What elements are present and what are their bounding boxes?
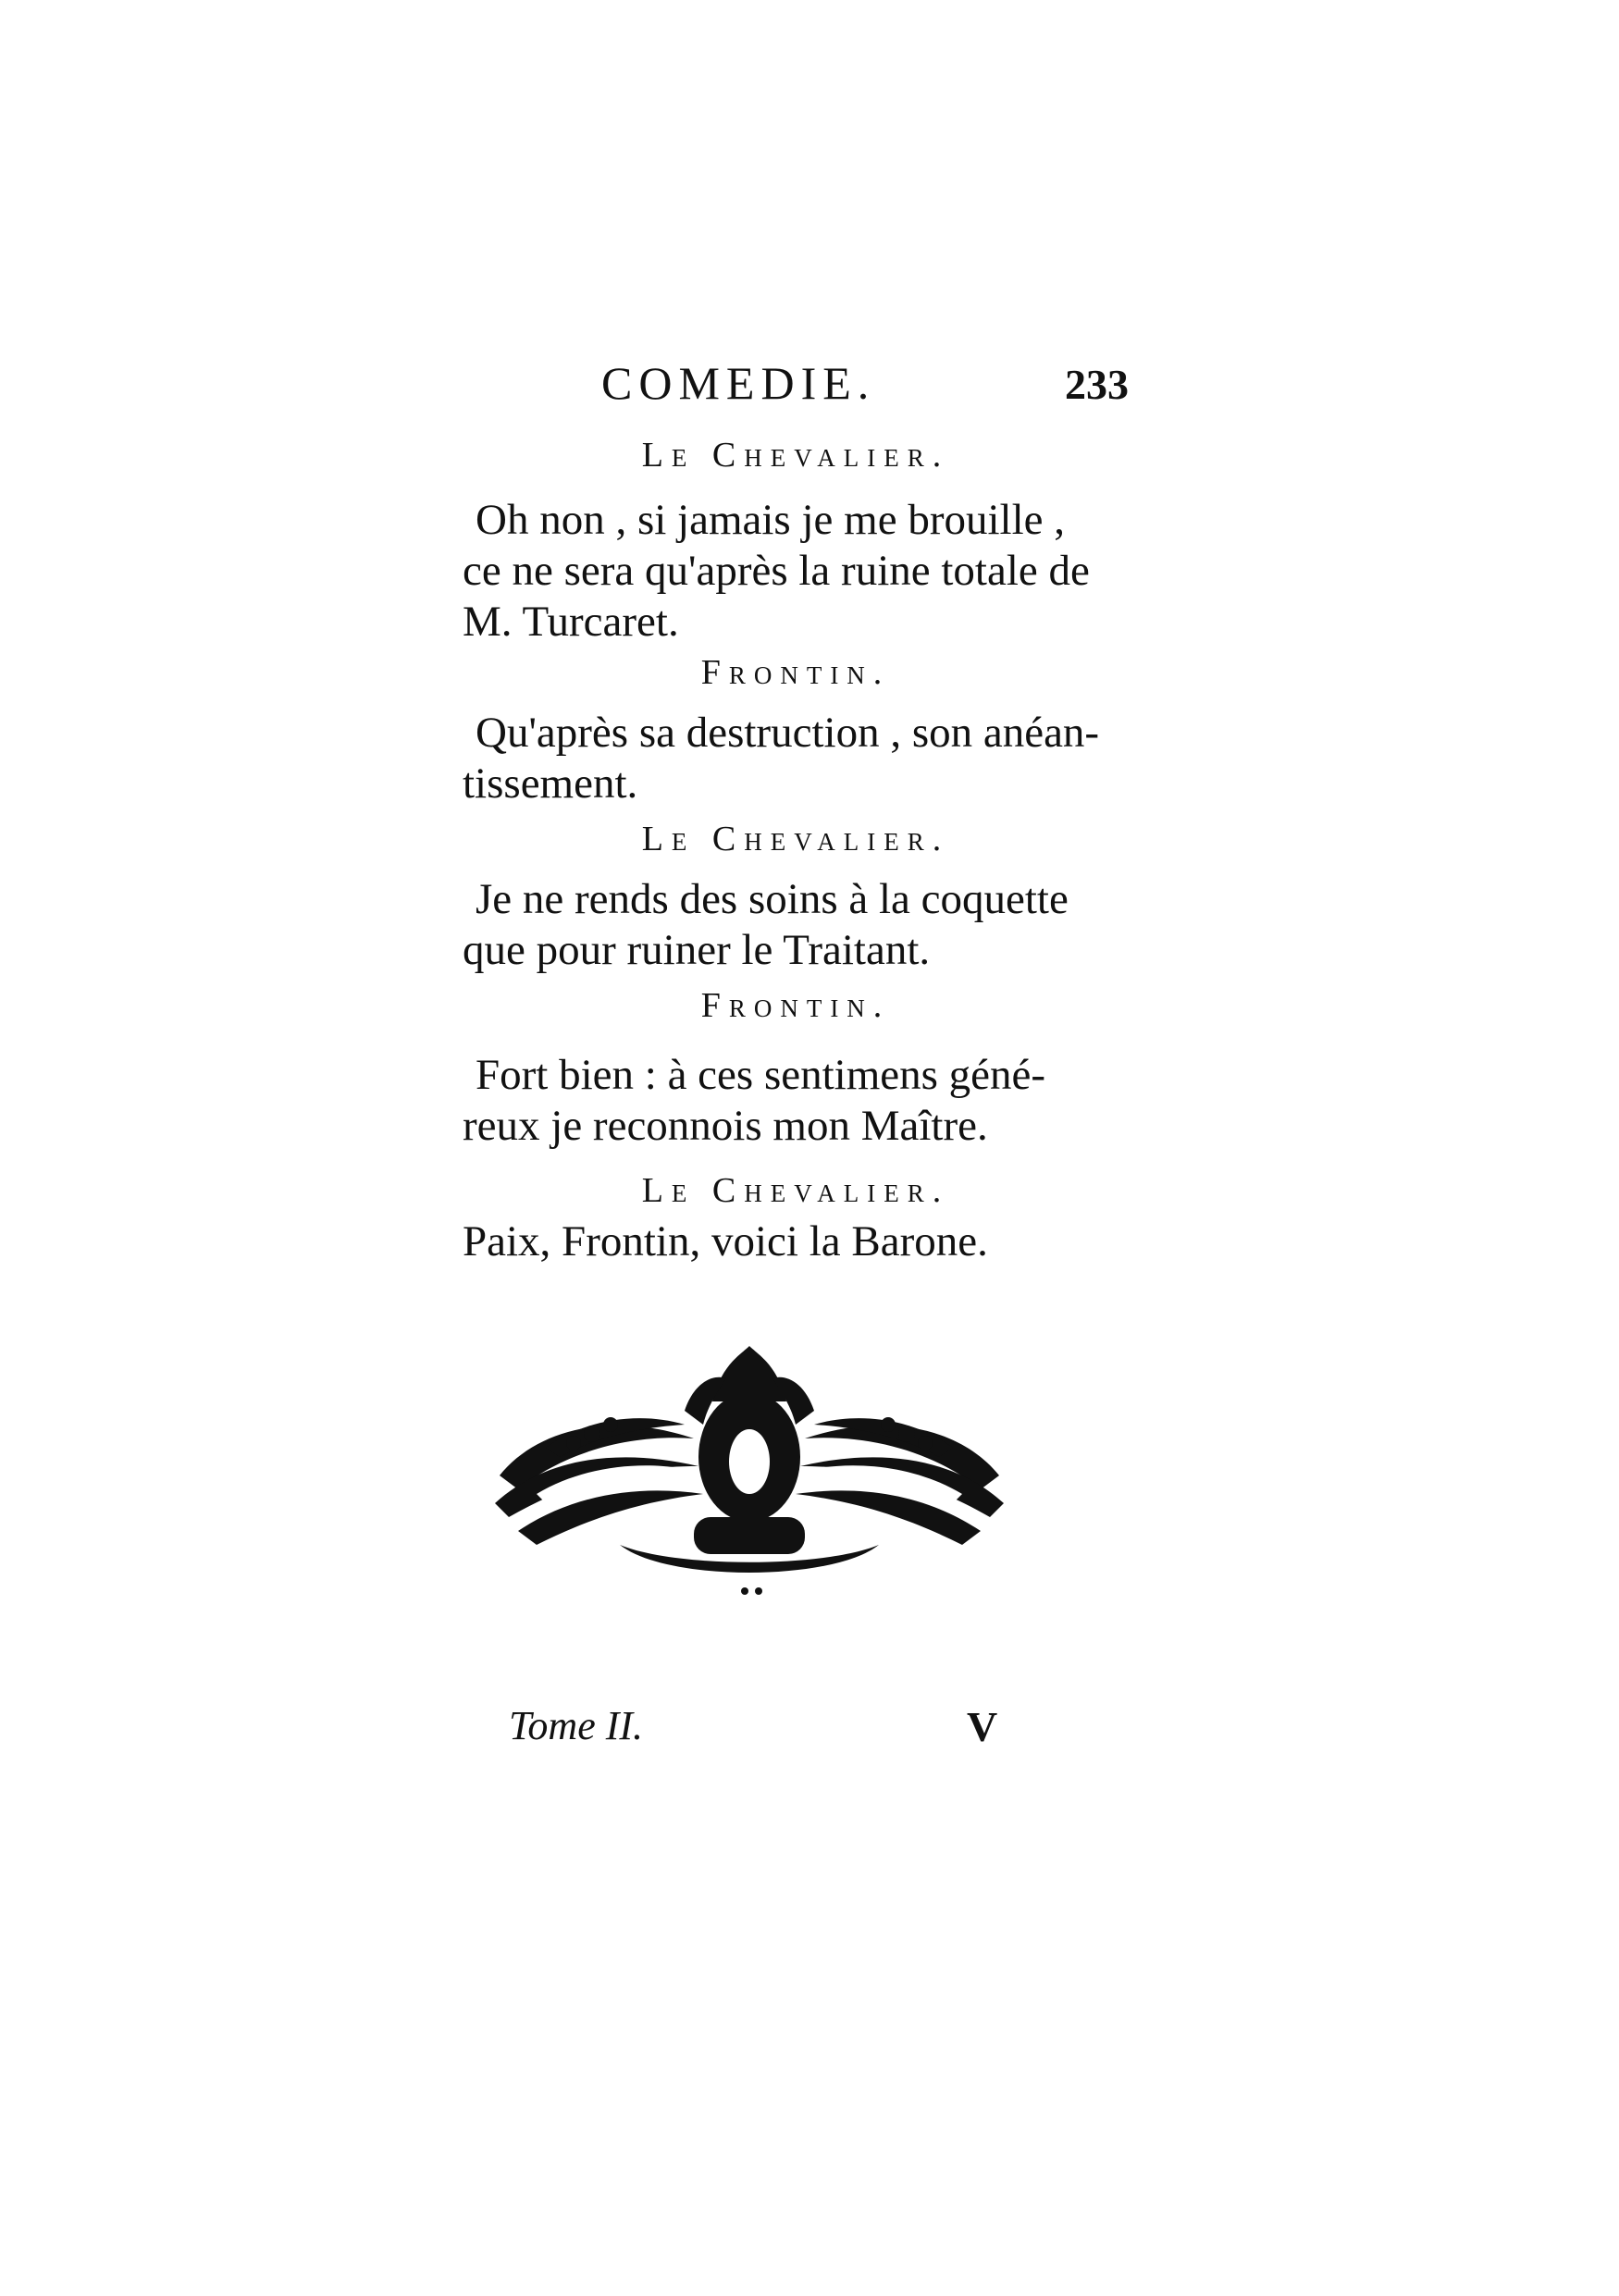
speech-block	[463, 874, 1129, 976]
speech-line: Oh non , si jamais je me brouille ,	[476, 496, 1066, 544]
speech-line: ce ne sera qu'après la ruine totale de	[463, 547, 1090, 595]
speech-line: Je ne rends des soins à la coquette	[476, 875, 1069, 923]
speech-line: reux je reconnois mon Maître.	[463, 1102, 988, 1150]
speaker-heading: Le Chevalier.	[641, 820, 950, 858]
speech-block	[463, 495, 1129, 648]
volume-mark: Tome II.	[509, 1703, 644, 1748]
floral-tailpiece-ornament-icon	[481, 1346, 1018, 1605]
speech-line: Fort bien : à ces sentimens géné-	[476, 1051, 1046, 1099]
page-footer	[463, 1702, 1129, 1767]
speech-line: M. Turcaret.	[463, 598, 679, 646]
running-head	[463, 356, 1129, 421]
signature-mark: V	[967, 1703, 998, 1750]
speech-line: que pour ruiner le Traitant.	[463, 926, 931, 974]
speech-block	[463, 1216, 1129, 1267]
speech-block	[463, 708, 1129, 809]
running-title: COMEDIE.	[601, 357, 876, 409]
speaker-heading: Le Chevalier.	[641, 436, 950, 475]
speaker-heading: Frontin.	[700, 986, 891, 1025]
speech-line: Qu'après sa destruction , son anéan-	[476, 709, 1100, 757]
speech-line: Paix, Frontin, voici la Barone.	[463, 1217, 988, 1265]
speech-line: tissement.	[463, 759, 638, 808]
speaker-heading: Frontin.	[700, 653, 891, 692]
speaker-heading: Le Chevalier.	[641, 1171, 950, 1210]
page-number: 233	[1065, 361, 1129, 408]
speech-block	[463, 1050, 1129, 1152]
